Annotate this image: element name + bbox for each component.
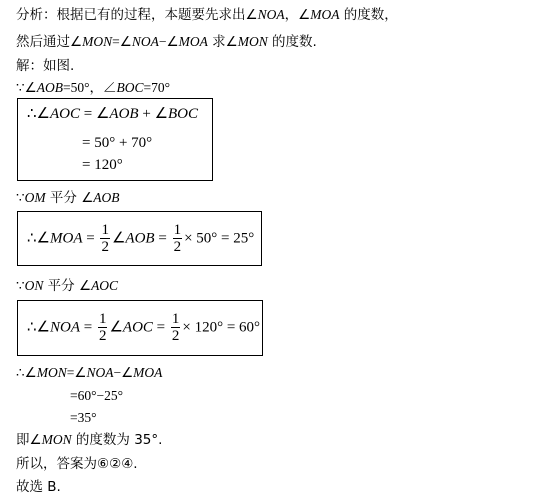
angle-symbol: ∠ bbox=[24, 80, 37, 95]
aoc-row-1 bbox=[27, 105, 198, 123]
minus: − bbox=[113, 365, 122, 380]
fraction-numerator: 1 bbox=[171, 311, 180, 327]
equals: = bbox=[152, 319, 169, 336]
answer-line: 所以，答案为⑥②④. bbox=[16, 456, 138, 472]
analysis-text-end: 的度数， bbox=[339, 7, 398, 23]
equals: = bbox=[80, 106, 96, 122]
angle-name: AOB bbox=[93, 190, 120, 205]
minus: − bbox=[158, 34, 167, 49]
angle-name: BOC bbox=[116, 80, 144, 95]
angle-name: AOC bbox=[122, 319, 153, 336]
because-symbol: ∵ bbox=[16, 278, 25, 293]
angle-symbol: ∠ bbox=[36, 106, 50, 122]
method-text-end: 的度数. bbox=[267, 34, 317, 50]
angle-name: MOA bbox=[178, 34, 208, 49]
aoc-row-3: = 120° bbox=[82, 157, 123, 173]
equals: = bbox=[154, 230, 171, 247]
mon-formula-line bbox=[16, 364, 162, 382]
angle-name: BOC bbox=[168, 106, 199, 122]
angle-symbol: ∠ bbox=[102, 80, 117, 95]
angle-name: AOB bbox=[109, 106, 139, 122]
choice-line: 故选 B. bbox=[16, 479, 61, 495]
angle-name: MOA bbox=[50, 230, 83, 247]
angle-name: AOB bbox=[125, 230, 155, 247]
fraction-half bbox=[98, 311, 108, 344]
angle-symbol: ∠ bbox=[78, 278, 92, 293]
moa-row bbox=[27, 222, 254, 255]
angle-name: MON bbox=[237, 34, 268, 49]
ray-name: ON bbox=[24, 278, 44, 293]
plus: + bbox=[138, 106, 155, 122]
equals: = bbox=[82, 230, 99, 247]
method-text: 然后通过 bbox=[16, 34, 70, 50]
because-symbol: ∵ bbox=[16, 80, 25, 95]
solution-text: 解：如图. bbox=[16, 58, 75, 74]
angle-name: MOA bbox=[310, 7, 340, 22]
fraction-numerator: 1 bbox=[173, 222, 182, 238]
angle-name: MON bbox=[36, 365, 67, 380]
angle-symbol: ∠ bbox=[81, 190, 94, 205]
given-value: =50°， bbox=[62, 80, 103, 95]
solution-line bbox=[16, 57, 74, 75]
angle-name: AOB bbox=[36, 80, 63, 95]
angle-symbol: ∠ bbox=[74, 365, 87, 380]
mon-step-2: =35° bbox=[70, 410, 97, 425]
angle-symbol: ∠ bbox=[121, 365, 134, 380]
fraction-half bbox=[173, 222, 183, 255]
result-text: 即 bbox=[16, 432, 30, 448]
mon-step-1: =60°−25° bbox=[70, 388, 124, 403]
ray-name: OM bbox=[24, 190, 46, 205]
fraction-half bbox=[171, 311, 181, 344]
noa-result: × 120° = 60° bbox=[182, 319, 261, 336]
angle-symbol: ∠ bbox=[166, 34, 179, 49]
result-text-end: 的度数为 35°. bbox=[71, 432, 163, 448]
angle-symbol: ∠ bbox=[95, 106, 110, 122]
angle-symbol: ∠ bbox=[36, 319, 50, 336]
angle-name: MON bbox=[41, 432, 72, 447]
given-line bbox=[16, 79, 170, 97]
angle-symbol: ∠ bbox=[24, 365, 37, 380]
angle-name: NOA bbox=[50, 319, 80, 336]
given-value: =70° bbox=[143, 80, 170, 95]
fraction-numerator: 1 bbox=[101, 222, 109, 238]
analysis-text: 分析：根据已有的过程，本题要先求出 bbox=[16, 7, 246, 23]
angle-name: AOC bbox=[50, 106, 80, 122]
moa-equation-box bbox=[17, 211, 262, 266]
fraction-numerator: 1 bbox=[98, 311, 107, 327]
fraction-denominator: 2 bbox=[98, 328, 107, 344]
angle-symbol: ∠ bbox=[111, 230, 126, 247]
on-bisect-line bbox=[16, 277, 118, 295]
mon-result-line bbox=[16, 431, 162, 449]
aoc-equation-box bbox=[17, 98, 213, 181]
bisect-text: 平分 bbox=[45, 190, 82, 206]
angle-symbol: ∠ bbox=[298, 7, 311, 22]
angle-symbol: ∠ bbox=[245, 7, 258, 22]
equals: = bbox=[112, 34, 120, 49]
aoc-row-2: = 50° + 70° bbox=[82, 135, 153, 151]
angle-name: NOA bbox=[257, 7, 285, 22]
angle-name: MON bbox=[82, 34, 113, 49]
angle-name: AOC bbox=[91, 278, 119, 293]
fraction-denominator: 2 bbox=[101, 239, 109, 255]
therefore-symbol: ∴ bbox=[16, 365, 25, 380]
angle-name: MOA bbox=[133, 365, 163, 380]
fraction-denominator: 2 bbox=[171, 328, 180, 344]
analysis-line bbox=[16, 6, 398, 24]
angle-symbol: ∠ bbox=[36, 230, 50, 247]
angle-name: NOA bbox=[131, 34, 159, 49]
method-text: 求 bbox=[207, 34, 226, 50]
noa-row bbox=[27, 311, 260, 344]
om-bisect-line bbox=[16, 189, 120, 207]
equals: = bbox=[66, 365, 75, 380]
bisect-text: 平分 bbox=[43, 278, 79, 294]
because-symbol: ∵ bbox=[16, 190, 25, 205]
angle-symbol: ∠ bbox=[29, 432, 42, 447]
angle-symbol: ∠ bbox=[109, 319, 123, 336]
therefore-symbol: ∴ bbox=[27, 106, 37, 122]
comma: ， bbox=[284, 7, 299, 23]
fraction-denominator: 2 bbox=[173, 239, 182, 255]
fraction-half bbox=[100, 222, 110, 255]
therefore-symbol: ∴ bbox=[27, 230, 37, 247]
moa-result: × 50° = 25° bbox=[184, 230, 255, 247]
therefore-symbol: ∴ bbox=[27, 319, 37, 336]
angle-symbol: ∠ bbox=[225, 34, 238, 49]
angle-symbol: ∠ bbox=[70, 34, 83, 49]
angle-name: NOA bbox=[86, 365, 114, 380]
noa-equation-box bbox=[17, 300, 263, 356]
angle-symbol: ∠ bbox=[119, 34, 132, 49]
angle-symbol: ∠ bbox=[154, 106, 169, 122]
method-line bbox=[16, 33, 317, 51]
equals: = bbox=[80, 319, 96, 336]
